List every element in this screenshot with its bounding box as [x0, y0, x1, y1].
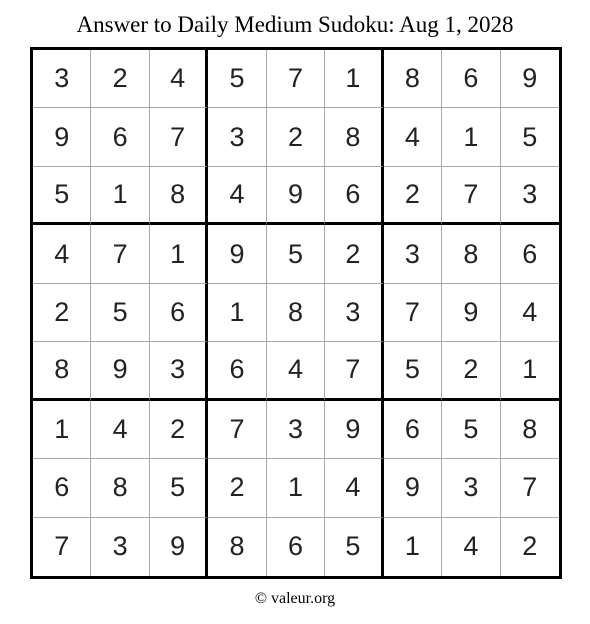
- sudoku-cell: 5: [442, 401, 500, 459]
- sudoku-cell: 5: [325, 518, 383, 576]
- sudoku-cell: 6: [325, 167, 383, 225]
- sudoku-cell: 9: [150, 518, 208, 576]
- sudoku-cell: 2: [150, 401, 208, 459]
- sudoku-cell: 3: [150, 342, 208, 400]
- sudoku-cell: 1: [442, 108, 500, 166]
- sudoku-cell: 8: [91, 459, 149, 517]
- sudoku-cell: 6: [33, 459, 91, 517]
- sudoku-cell: 4: [384, 108, 442, 166]
- sudoku-cell: 9: [384, 459, 442, 517]
- sudoku-cell: 7: [501, 459, 559, 517]
- sudoku-cell: 8: [33, 342, 91, 400]
- sudoku-cell: 2: [442, 342, 500, 400]
- sudoku-cell: 8: [501, 401, 559, 459]
- sudoku-board: [30, 47, 562, 579]
- sudoku-cell: 6: [91, 108, 149, 166]
- sudoku-cell: 5: [501, 108, 559, 166]
- sudoku-cell: 7: [442, 167, 500, 225]
- sudoku-cell: 2: [384, 167, 442, 225]
- sudoku-cell: 3: [267, 401, 325, 459]
- sudoku-cell: 1: [384, 518, 442, 576]
- sudoku-cell: 1: [208, 284, 266, 342]
- sudoku-cell: 7: [91, 225, 149, 283]
- sudoku-cell: 3: [384, 225, 442, 283]
- sudoku-cell: 1: [501, 342, 559, 400]
- sudoku-cell: 5: [267, 225, 325, 283]
- sudoku-cell: 9: [33, 108, 91, 166]
- sudoku-cell: 4: [325, 459, 383, 517]
- sudoku-cell: 3: [208, 108, 266, 166]
- sudoku-cell: 8: [325, 108, 383, 166]
- sudoku-cell: 4: [208, 167, 266, 225]
- sudoku-cell: 1: [33, 401, 91, 459]
- sudoku-cell: 6: [501, 225, 559, 283]
- sudoku-cell: 6: [208, 342, 266, 400]
- sudoku-cell: 1: [267, 459, 325, 517]
- sudoku-cell: 2: [325, 225, 383, 283]
- sudoku-cell: 2: [208, 459, 266, 517]
- sudoku-cell: 3: [442, 459, 500, 517]
- sudoku-cell: 3: [501, 167, 559, 225]
- sudoku-cell: 5: [150, 459, 208, 517]
- sudoku-cell: 8: [267, 284, 325, 342]
- sudoku-cell: 6: [384, 401, 442, 459]
- copyright-footer: © valeur.org: [254, 590, 336, 607]
- page-title: Answer to Daily Medium Sudoku: Aug 1, 2028: [76, 12, 514, 37]
- sudoku-cell: 2: [267, 108, 325, 166]
- sudoku-cell: 4: [33, 225, 91, 283]
- sudoku-cell: 5: [208, 50, 266, 108]
- sudoku-cell: 1: [150, 225, 208, 283]
- sudoku-cell: 7: [267, 50, 325, 108]
- sudoku-cell: 9: [501, 50, 559, 108]
- sudoku-cell: 6: [150, 284, 208, 342]
- sudoku-cell: 9: [325, 401, 383, 459]
- sudoku-cell: 7: [150, 108, 208, 166]
- sudoku-cell: 4: [442, 518, 500, 576]
- sudoku-cell: 7: [33, 518, 91, 576]
- sudoku-cell: 5: [91, 284, 149, 342]
- sudoku-cell: 6: [267, 518, 325, 576]
- sudoku-cell: 3: [325, 284, 383, 342]
- sudoku-cell: 5: [384, 342, 442, 400]
- sudoku-cell: 8: [150, 167, 208, 225]
- sudoku-cell: 1: [325, 50, 383, 108]
- sudoku-cell: 4: [150, 50, 208, 108]
- sudoku-cell: 6: [442, 50, 500, 108]
- sudoku-cell: 7: [208, 401, 266, 459]
- sudoku-cell: 9: [267, 167, 325, 225]
- sudoku-cell: 1: [91, 167, 149, 225]
- sudoku-cell: 8: [384, 50, 442, 108]
- sudoku-cell: 8: [442, 225, 500, 283]
- sudoku-cell: 3: [91, 518, 149, 576]
- sudoku-cell: 5: [33, 167, 91, 225]
- sudoku-cell: 4: [91, 401, 149, 459]
- sudoku-cell: 7: [325, 342, 383, 400]
- sudoku-cell: 4: [501, 284, 559, 342]
- sudoku-cell: 3: [33, 50, 91, 108]
- sudoku-cell: 2: [522, 531, 538, 562]
- sudoku-cell: 9: [442, 284, 500, 342]
- sudoku-cell: 4: [267, 342, 325, 400]
- sudoku-cell: 2: [33, 284, 91, 342]
- sudoku-cell: 2: [91, 50, 149, 108]
- sudoku-cell: 7: [384, 284, 442, 342]
- sudoku-cell: 8: [208, 518, 266, 576]
- sudoku-cell: 9: [208, 225, 266, 283]
- sudoku-cell: 9: [91, 342, 149, 400]
